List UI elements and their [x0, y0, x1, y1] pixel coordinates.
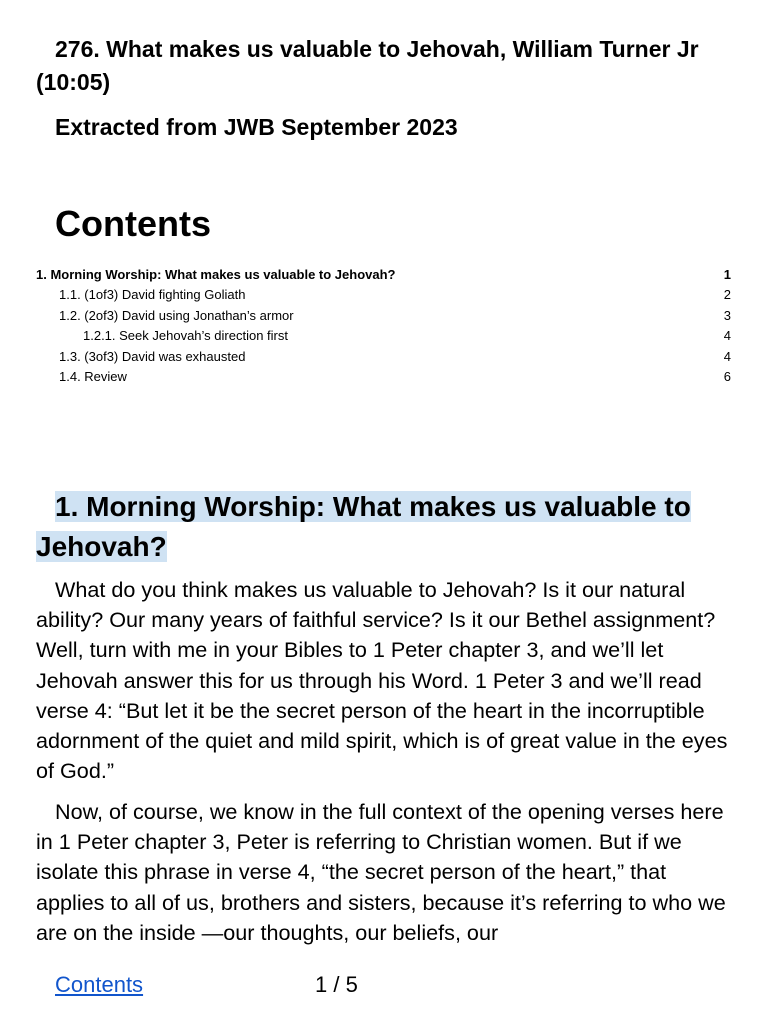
toc-entry-page: 4	[723, 328, 731, 344]
toc-entry-page: 1	[723, 267, 731, 282]
contents-link[interactable]: Contents	[55, 972, 144, 997]
page-indicator: 1 / 5	[315, 972, 358, 997]
toc-entry[interactable]	[36, 306, 731, 326]
toc-entry[interactable]	[36, 285, 731, 305]
toc-entry-label[interactable]: 1.2. (2of3) David using Jonathan’s armor	[59, 307, 294, 323]
toc-entry-page: 2	[723, 287, 731, 303]
table-of-contents	[36, 265, 731, 387]
toc-entry-label[interactable]: 1.2.1. Seek Jehovah’s direction first	[83, 328, 288, 344]
toc-entry-page: 3	[723, 307, 731, 323]
section-heading-text: 1. Morning Worship: What makes us valuable to Jehovah?	[36, 491, 691, 562]
document-title: 276. What makes us valuable to Jehovah, William Turner Jr (10:05)	[36, 36, 699, 95]
toc-entry-label[interactable]: 1.4. Review	[59, 368, 127, 384]
body-paragraph: Now, of course, we know in the full context of the opening verses here in 1 Peter chapter 3, Peter is referring to Christian women. But if we isolate this phrase in verse 4, “the secret person of the heart,” that applies to all of us, brothers and sisters, because it’s referring to who we are on the inside —our thoughts, our beliefs, our	[36, 799, 726, 945]
toc-entry-page: 4	[723, 348, 731, 364]
toc-entry-label[interactable]: 1. Morning Worship: What makes us valuable to Jehovah?	[36, 267, 396, 282]
toc-entry-page: 6	[723, 368, 731, 384]
toc-entry[interactable]	[36, 347, 731, 367]
document-subtitle: Extracted from JWB September 2023	[55, 114, 458, 140]
toc-entry-label[interactable]: 1.3. (3of3) David was exhausted	[59, 348, 246, 364]
contents-heading: Contents	[55, 203, 211, 244]
toc-entry[interactable]	[36, 326, 731, 346]
section-heading	[36, 487, 726, 567]
toc-entry-label[interactable]: 1.1. (1of3) David fighting Goliath	[59, 287, 246, 303]
toc-entry[interactable]	[36, 367, 731, 387]
body-paragraph: What do you think makes us valuable to Jehovah? Is it our natural ability? Our many years of faithful service? Is it our Bethel assignment? Well, turn with me in your Bibles to 1 Peter chapter 3, and we’ll let Jehovah answer this for us through his Word. 1 Peter 3 and we’ll read verse 4: “But let it be the secret person of the heart in the incorruptible adornment of the quiet and mild spirit, which is of great value in the eyes of God.”	[36, 577, 728, 784]
toc-entry[interactable]	[36, 265, 731, 285]
